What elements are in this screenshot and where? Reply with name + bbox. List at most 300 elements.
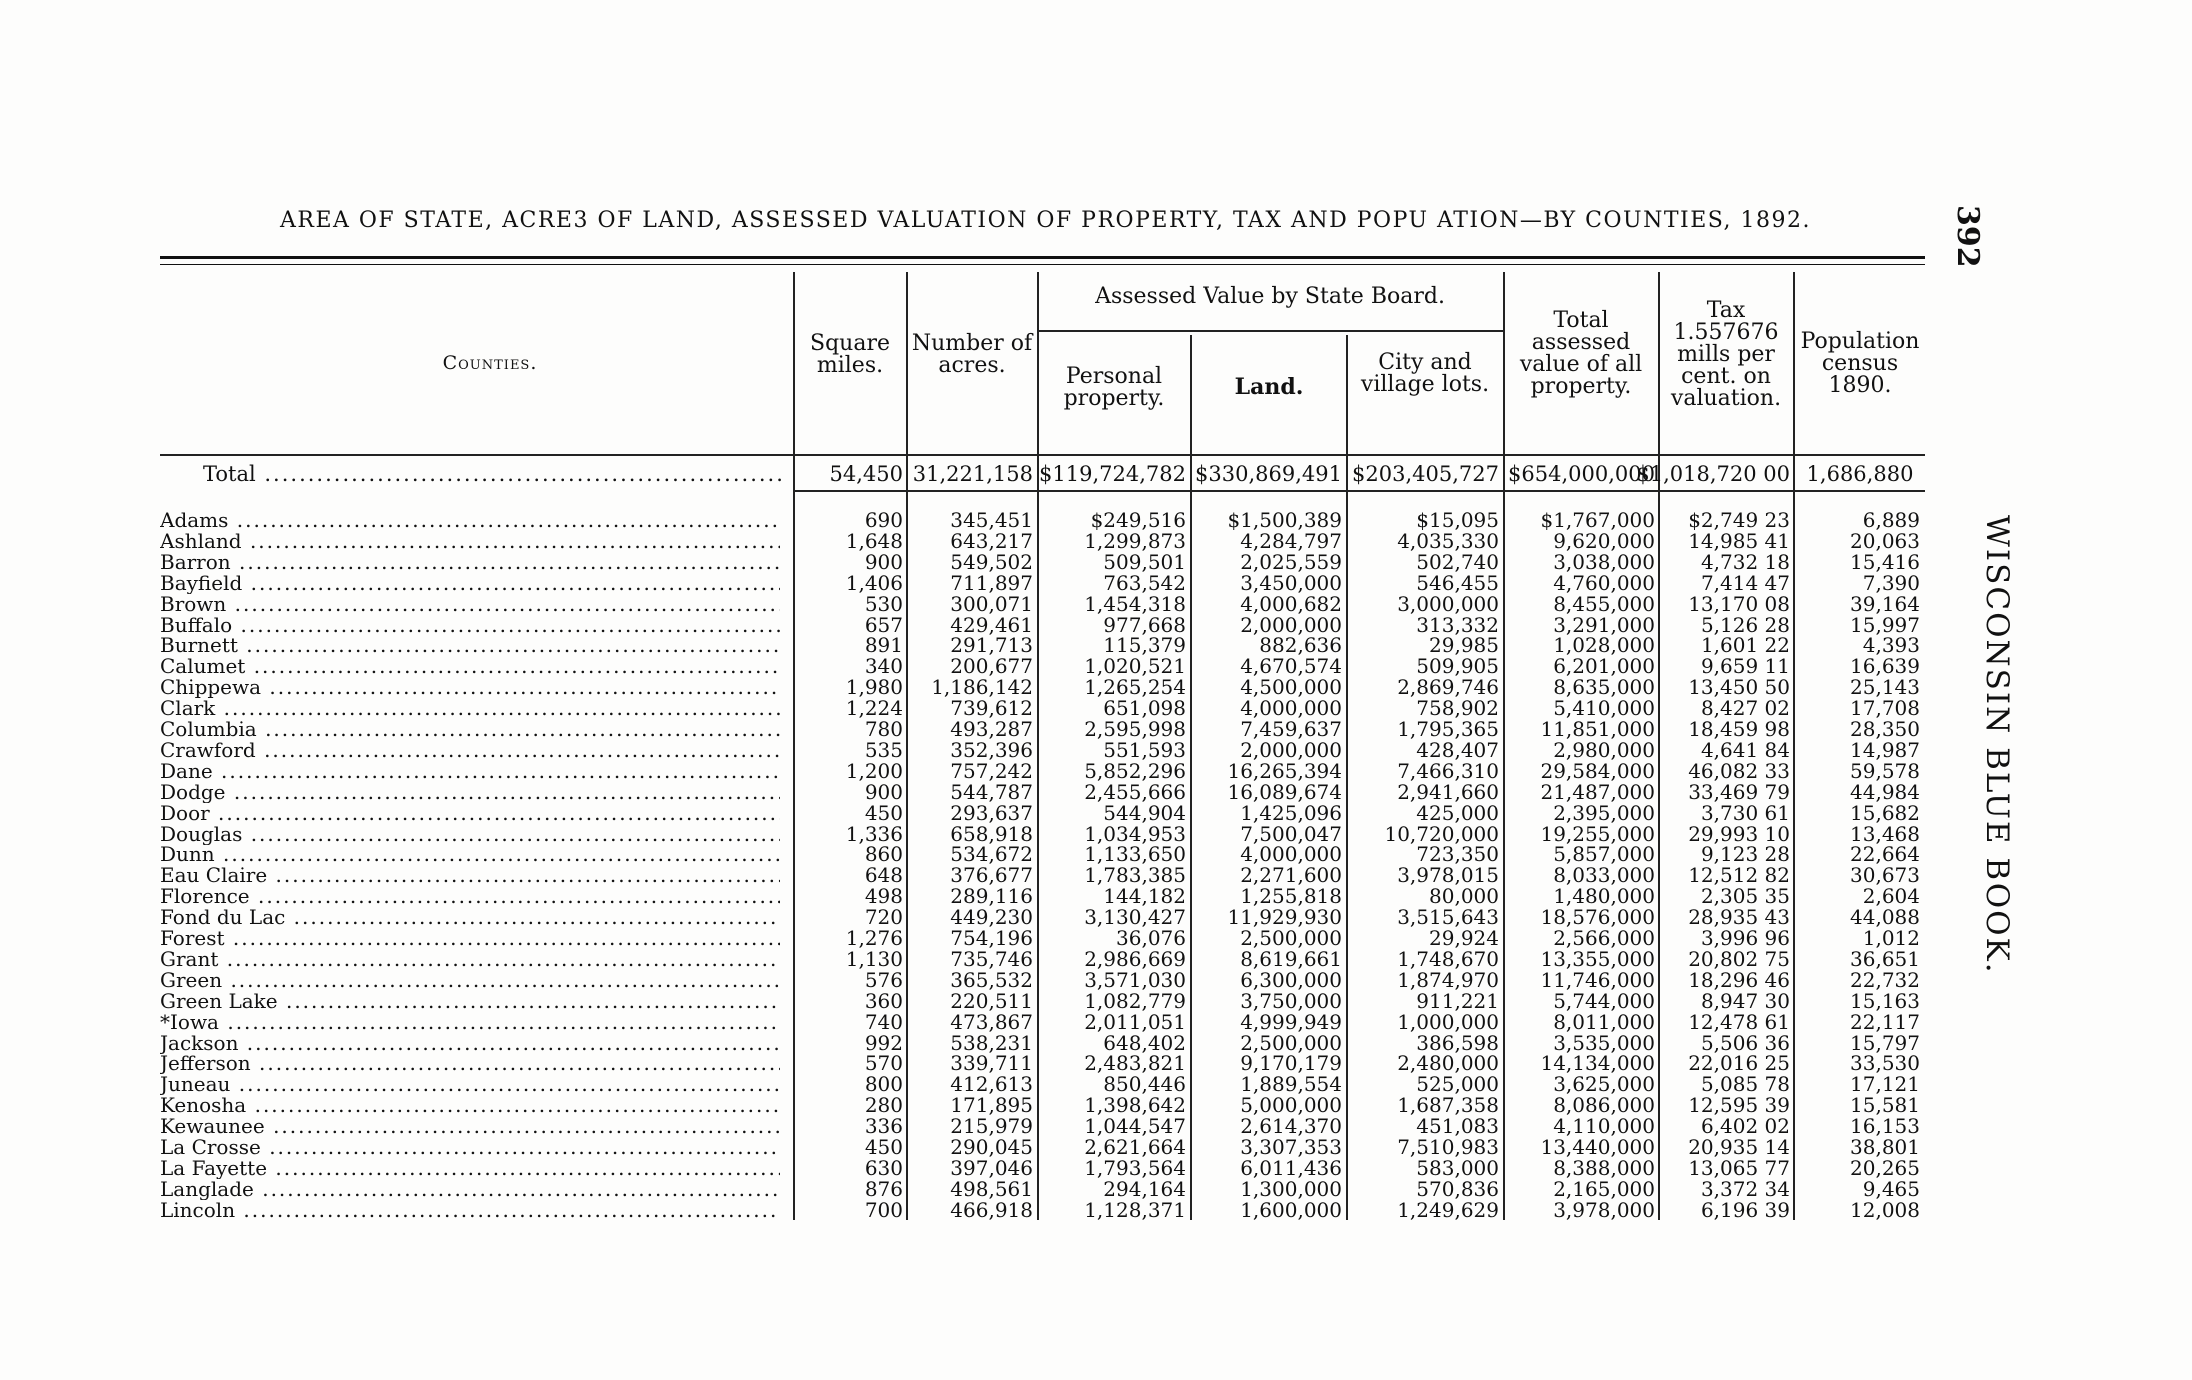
cell-personal: 2,621,664 xyxy=(1084,1135,1186,1159)
row-name: Kenosha ..... xyxy=(160,1095,780,1116)
row-name: Barron ..... xyxy=(160,552,780,573)
cell-total: 2,165,000 xyxy=(1553,1176,1655,1201)
cell-city: 3,515,643 xyxy=(1397,905,1499,930)
row-name: Dodge ..... xyxy=(160,782,780,803)
cell-acres: 643,217 xyxy=(950,528,1033,553)
cell-total: 19,255,000 xyxy=(1540,821,1655,846)
cell-population: 15,163 xyxy=(1850,988,1920,1013)
cell-acres: 345,451 xyxy=(950,508,1033,532)
cell-total: 11,851,000 xyxy=(1540,717,1655,741)
cell-city: 525,000 xyxy=(1416,1072,1499,1097)
cell-square-miles: 1,276 xyxy=(845,926,903,950)
table-row xyxy=(160,907,1925,928)
cell-population: 15,682 xyxy=(1850,800,1920,825)
cell-population: 22,117 xyxy=(1850,1009,1920,1034)
row-name: Adams ..... xyxy=(160,510,780,531)
cell-land: 6,011,436 xyxy=(1240,1155,1342,1180)
cell-population: 9,465 xyxy=(1862,1176,1920,1201)
cell-acres: 31,221,158 xyxy=(912,462,1033,486)
cell-land: 1,255,818 xyxy=(1240,884,1342,909)
cell-square-miles: 1,130 xyxy=(845,946,903,971)
cell-population: 20,063 xyxy=(1850,528,1920,553)
row-name: Ashland ..... xyxy=(160,531,780,552)
cell-land: 5,000,000 xyxy=(1240,1093,1342,1118)
cell-tax: 13,450 50 xyxy=(1688,675,1790,700)
cell-city: 1,748,670 xyxy=(1397,946,1499,971)
cell-acres: 220,511 xyxy=(950,988,1033,1013)
row-name: Buffalo ..... xyxy=(160,615,780,636)
cell-personal: 1,020,521 xyxy=(1084,654,1186,679)
cell-tax: 22,016 25 xyxy=(1688,1051,1790,1076)
cell-city: 570,836 xyxy=(1416,1176,1499,1201)
cell-total: 3,038,000 xyxy=(1553,549,1655,574)
cell-total: 1,028,000 xyxy=(1553,633,1655,658)
cell-population: 22,732 xyxy=(1850,967,1920,992)
table-row xyxy=(160,719,1925,740)
cell-total: 5,744,000 xyxy=(1553,988,1655,1013)
cell-land: 4,999,949 xyxy=(1240,1009,1342,1034)
row-name: Langlade ..... xyxy=(160,1179,780,1200)
cell-land: 6,300,000 xyxy=(1240,967,1342,992)
table-row xyxy=(160,528,1925,553)
cell-population: 4,393 xyxy=(1862,633,1920,658)
table-row xyxy=(160,549,1925,574)
cell-land: 7,459,637 xyxy=(1240,717,1342,741)
row-name: Burnett ..... xyxy=(160,635,780,656)
cell-personal: 1,398,642 xyxy=(1084,1093,1186,1118)
cell-total: 8,455,000 xyxy=(1553,591,1655,616)
cell-square-miles: 720 xyxy=(864,905,903,930)
cell-land: 2,000,000 xyxy=(1240,737,1342,762)
cell-acres: 658,918 xyxy=(950,821,1033,846)
cell-tax: 6,402 02 xyxy=(1700,1114,1790,1139)
cell-square-miles: 648 xyxy=(864,863,903,888)
cell-acres: 397,046 xyxy=(950,1155,1033,1180)
cell-acres: 300,071 xyxy=(950,591,1033,616)
cell-population: 22,664 xyxy=(1850,842,1920,867)
header-rule xyxy=(160,454,1925,456)
cell-population: 16,639 xyxy=(1850,654,1920,679)
row-name: Lincoln ..... xyxy=(160,1200,780,1221)
cell-population: 14,987 xyxy=(1850,737,1920,762)
row-name: Crawford ..... xyxy=(160,740,780,761)
table-row xyxy=(160,800,1925,825)
cell-city: 502,740 xyxy=(1416,549,1499,574)
cell-acres: 293,637 xyxy=(950,800,1033,825)
cell-tax: 46,082 33 xyxy=(1688,758,1790,783)
cell-total: 9,620,000 xyxy=(1553,528,1655,553)
cell-square-miles: 690 xyxy=(864,508,903,532)
cell-city: 509,905 xyxy=(1416,654,1499,679)
cell-population: 44,088 xyxy=(1850,905,1920,930)
cell-square-miles: 1,200 xyxy=(845,758,903,783)
cell-acres: 711,897 xyxy=(950,570,1033,595)
table-row xyxy=(160,737,1925,762)
row-name: Green ..... xyxy=(160,970,780,991)
cell-city: 2,941,660 xyxy=(1397,779,1499,804)
cell-square-miles: 800 xyxy=(864,1072,903,1097)
row-name: Bayfield ..... xyxy=(160,573,780,594)
table-row xyxy=(160,886,1925,907)
cell-personal: 294,164 xyxy=(1103,1176,1186,1201)
cell-acres: 339,711 xyxy=(950,1051,1033,1076)
cell-city: 2,869,746 xyxy=(1397,675,1499,700)
cell-total: 8,635,000 xyxy=(1553,675,1655,700)
cell-tax: 20,935 14 xyxy=(1688,1135,1790,1159)
cell-acres: 493,287 xyxy=(950,717,1033,741)
table-row xyxy=(160,946,1925,971)
cell-total: 2,980,000 xyxy=(1553,737,1655,762)
cell-city: 758,902 xyxy=(1416,696,1499,721)
table-row xyxy=(160,1155,1925,1180)
cell-personal: 1,128,371 xyxy=(1084,1197,1186,1222)
cell-population: 44,984 xyxy=(1850,779,1920,804)
cell-personal: 1,082,779 xyxy=(1084,988,1186,1013)
cell-square-miles: 1,980 xyxy=(845,675,903,700)
cell-land: 4,000,682 xyxy=(1240,591,1342,616)
cell-city: 1,249,629 xyxy=(1397,1197,1499,1222)
cell-population: 33,530 xyxy=(1850,1051,1920,1076)
cell-personal: 544,904 xyxy=(1103,800,1186,825)
cell-acres: 498,561 xyxy=(950,1176,1033,1201)
cell-population: 15,797 xyxy=(1850,1030,1920,1055)
cell-acres: 429,461 xyxy=(950,612,1033,637)
cell-city: 723,350 xyxy=(1416,842,1499,867)
cell-square-miles: 780 xyxy=(864,717,903,741)
cell-land: 1,600,000 xyxy=(1240,1197,1342,1222)
cell-land: 882,636 xyxy=(1259,633,1342,658)
cell-land: 2,025,559 xyxy=(1240,549,1342,574)
cell-personal: 1,299,873 xyxy=(1084,528,1186,553)
cell-total: 14,134,000 xyxy=(1540,1051,1655,1076)
table-row xyxy=(160,677,1925,698)
row-name: Total ..... xyxy=(203,464,783,485)
cell-tax: 14,985 41 xyxy=(1688,528,1790,553)
row-name: Eau Claire ..... xyxy=(160,865,780,886)
cell-square-miles: 891 xyxy=(864,633,903,658)
cell-square-miles: 450 xyxy=(864,800,903,825)
cell-tax: 9,123 28 xyxy=(1700,842,1790,867)
cell-acres: 754,196 xyxy=(950,926,1033,950)
table-row xyxy=(160,1095,1925,1116)
cell-land: $1,500,389 xyxy=(1227,508,1342,532)
row-name: Dane ..... xyxy=(160,761,780,782)
header-assessed-group: Assessed Value by State Board. xyxy=(1095,284,1445,309)
cell-land: 4,000,000 xyxy=(1240,696,1342,721)
header-land: Land. xyxy=(1234,374,1304,400)
cell-personal: 850,446 xyxy=(1103,1072,1186,1097)
cell-total: 5,857,000 xyxy=(1553,842,1655,867)
cell-personal: 2,455,666 xyxy=(1084,779,1186,804)
cell-population: 17,708 xyxy=(1850,696,1920,721)
row-name: Door ..... xyxy=(160,803,780,824)
cell-population: 28,350 xyxy=(1850,717,1920,741)
cell-city: 583,000 xyxy=(1416,1155,1499,1180)
cell-personal: $119,724,782 xyxy=(1039,462,1186,486)
cell-total: 21,487,000 xyxy=(1540,779,1655,804)
cell-population: 13,468 xyxy=(1850,821,1920,846)
cell-population: 2,604 xyxy=(1862,884,1920,909)
top-rule-thin xyxy=(160,264,1925,265)
cell-city: 428,407 xyxy=(1416,737,1499,762)
row-name: Brown ..... xyxy=(160,594,780,615)
table-row xyxy=(160,698,1925,719)
cell-personal: 1,034,953 xyxy=(1084,821,1186,846)
cell-population: 20,265 xyxy=(1850,1155,1920,1180)
cell-tax: 18,296 46 xyxy=(1688,967,1790,992)
header-counties: Counties. xyxy=(442,352,538,374)
cell-total: 13,355,000 xyxy=(1540,946,1655,971)
row-name: Green Lake ..... xyxy=(160,991,780,1012)
cell-personal: 509,501 xyxy=(1103,549,1186,574)
table-row xyxy=(160,612,1925,637)
cell-square-miles: 992 xyxy=(864,1030,903,1055)
cell-personal: 648,402 xyxy=(1103,1030,1186,1055)
cell-population: 15,416 xyxy=(1850,549,1920,574)
group-rule xyxy=(1037,330,1503,332)
table-row xyxy=(160,1176,1925,1201)
cell-city: 3,000,000 xyxy=(1397,591,1499,616)
cell-total: 3,291,000 xyxy=(1553,612,1655,637)
cell-land: 3,307,353 xyxy=(1240,1135,1342,1159)
cell-square-miles: 700 xyxy=(864,1197,903,1222)
cell-city: 3,978,015 xyxy=(1397,863,1499,888)
cell-tax: 9,659 11 xyxy=(1700,654,1790,679)
cell-square-miles: 630 xyxy=(864,1155,903,1180)
cell-land: 1,425,096 xyxy=(1240,800,1342,825)
cell-tax: 28,935 43 xyxy=(1688,905,1790,930)
cell-land: 4,000,000 xyxy=(1240,842,1342,867)
cell-total: 3,978,000 xyxy=(1553,1197,1655,1222)
table-row xyxy=(160,865,1925,886)
cell-city: 425,000 xyxy=(1416,800,1499,825)
cell-square-miles: 900 xyxy=(864,779,903,804)
cell-population: 7,390 xyxy=(1862,570,1920,595)
cell-total: $654,000,000 xyxy=(1508,462,1655,486)
table-row xyxy=(160,821,1925,846)
cell-land: 4,500,000 xyxy=(1240,675,1342,700)
cell-square-miles: 1,648 xyxy=(845,528,903,553)
cell-acres: 534,672 xyxy=(950,842,1033,867)
cell-square-miles: 740 xyxy=(864,1009,903,1034)
cell-tax: 20,802 75 xyxy=(1688,946,1790,971)
row-name: La Crosse ..... xyxy=(160,1137,780,1158)
cell-land: 2,271,600 xyxy=(1240,863,1342,888)
cell-population: 15,997 xyxy=(1850,612,1920,637)
table-row xyxy=(160,779,1925,804)
running-head: WISCONSIN BLUE BOOK. xyxy=(1979,515,2015,975)
cell-acres: 473,867 xyxy=(950,1009,1033,1034)
cell-population: 12,008 xyxy=(1850,1197,1920,1222)
cell-square-miles: 535 xyxy=(864,737,903,762)
cell-personal: 1,783,385 xyxy=(1084,863,1186,888)
row-name: Forest ..... xyxy=(160,928,780,949)
header-total-assessed: Total assessed value of all property. xyxy=(1519,308,1643,399)
table-row-total xyxy=(160,464,1925,485)
cell-square-miles: 336 xyxy=(864,1114,903,1139)
cell-population: 25,143 xyxy=(1850,675,1920,700)
cell-square-miles: 900 xyxy=(864,549,903,574)
cell-total: 2,566,000 xyxy=(1553,926,1655,950)
row-name: Chippewa ..... xyxy=(160,677,780,698)
cell-land: 11,929,930 xyxy=(1227,905,1342,930)
cell-acres: 289,116 xyxy=(950,884,1033,909)
cell-city: 10,720,000 xyxy=(1384,821,1499,846)
header-city: City and village lots. xyxy=(1360,350,1490,397)
cell-acres: 365,532 xyxy=(950,967,1033,992)
cell-total: 2,395,000 xyxy=(1553,800,1655,825)
cell-total: 4,110,000 xyxy=(1553,1114,1655,1139)
cell-city: 7,466,310 xyxy=(1397,758,1499,783)
cell-land: 4,284,797 xyxy=(1240,528,1342,553)
cell-personal: 3,571,030 xyxy=(1084,967,1186,992)
cell-acres: 466,918 xyxy=(950,1197,1033,1222)
cell-city: 4,035,330 xyxy=(1397,528,1499,553)
cell-land: 1,300,000 xyxy=(1240,1176,1342,1201)
table-row xyxy=(160,1053,1925,1074)
cell-city: $15,095 xyxy=(1416,508,1499,532)
cell-total: 29,584,000 xyxy=(1540,758,1655,783)
table-row xyxy=(160,510,1925,531)
row-name: Kewaunee ..... xyxy=(160,1116,780,1137)
cell-personal: 1,793,564 xyxy=(1084,1155,1186,1180)
cell-city: 80,000 xyxy=(1429,884,1499,909)
cell-personal: 144,182 xyxy=(1103,884,1186,909)
cell-land: 3,750,000 xyxy=(1240,988,1342,1013)
cell-total: 4,760,000 xyxy=(1553,570,1655,595)
cell-acres: 757,242 xyxy=(950,758,1033,783)
cell-tax: 13,170 08 xyxy=(1688,591,1790,616)
table-row xyxy=(160,635,1925,656)
cell-land: 2,500,000 xyxy=(1240,926,1342,950)
table-row xyxy=(160,1197,1925,1222)
cell-personal: 551,593 xyxy=(1103,737,1186,762)
cell-square-miles: 876 xyxy=(864,1176,903,1201)
cell-population: 15,581 xyxy=(1850,1093,1920,1118)
cell-tax: 18,459 98 xyxy=(1688,717,1790,741)
table-row xyxy=(160,591,1925,616)
cell-personal: 5,852,296 xyxy=(1084,758,1186,783)
cell-city: 2,480,000 xyxy=(1397,1051,1499,1076)
cell-tax: 5,506 36 xyxy=(1700,1030,1790,1055)
cell-total: 13,440,000 xyxy=(1540,1135,1655,1159)
cell-total: 6,201,000 xyxy=(1553,654,1655,679)
table-row xyxy=(160,988,1925,1013)
total-rule xyxy=(793,490,1925,492)
cell-population: 39,164 xyxy=(1850,591,1920,616)
row-name: Calumet ..... xyxy=(160,656,780,677)
cell-city: 7,510,983 xyxy=(1397,1135,1499,1159)
cell-population: 1,686,880 xyxy=(1806,462,1914,486)
cell-personal: 1,133,650 xyxy=(1084,842,1186,867)
cell-tax: 5,126 28 xyxy=(1700,612,1790,637)
cell-population: 59,578 xyxy=(1850,758,1920,783)
table-row xyxy=(160,1116,1925,1137)
table-row xyxy=(160,656,1925,677)
cell-personal: 977,668 xyxy=(1103,612,1186,637)
row-name: Grant ..... xyxy=(160,949,780,970)
row-name: Fond du Lac ..... xyxy=(160,907,780,928)
cell-city: 29,985 xyxy=(1429,633,1499,658)
cell-personal: 2,483,821 xyxy=(1084,1051,1186,1076)
table-row xyxy=(160,967,1925,992)
cell-personal: 2,011,051 xyxy=(1084,1009,1186,1034)
header-personal: Personal property. xyxy=(1063,364,1165,411)
cell-population: 38,801 xyxy=(1850,1135,1920,1159)
cell-land: 16,089,674 xyxy=(1227,779,1342,804)
cell-tax: 29,993 10 xyxy=(1688,821,1790,846)
cell-total: 8,011,000 xyxy=(1553,1009,1655,1034)
cell-tax: $2,749 23 xyxy=(1688,508,1790,532)
cell-city: 546,455 xyxy=(1416,570,1499,595)
cell-total: 8,033,000 xyxy=(1553,863,1655,888)
cell-square-miles: 340 xyxy=(864,654,903,679)
row-name: Florence ..... xyxy=(160,886,780,907)
cell-tax: 13,065 77 xyxy=(1688,1155,1790,1180)
cell-city: 451,083 xyxy=(1416,1114,1499,1139)
table-row xyxy=(160,928,1925,949)
cell-land: 2,000,000 xyxy=(1240,612,1342,637)
cell-total: $1,767,000 xyxy=(1540,508,1655,532)
cell-tax: 8,427 02 xyxy=(1700,696,1790,721)
cell-total: 5,410,000 xyxy=(1553,696,1655,721)
cell-population: 1,012 xyxy=(1862,926,1920,950)
cell-personal: 651,098 xyxy=(1103,696,1186,721)
cell-square-miles: 280 xyxy=(864,1093,903,1118)
cell-land: 2,500,000 xyxy=(1240,1030,1342,1055)
cell-city: 1,000,000 xyxy=(1397,1009,1499,1034)
cell-square-miles: 657 xyxy=(864,612,903,637)
cell-personal: 1,044,547 xyxy=(1084,1114,1186,1139)
cell-tax: 3,730 61 xyxy=(1700,800,1790,825)
cell-square-miles: 1,406 xyxy=(845,570,903,595)
header-population: Population census 1890. xyxy=(1800,329,1920,398)
cell-tax: 3,372 34 xyxy=(1700,1176,1790,1201)
cell-personal: 2,595,998 xyxy=(1084,717,1186,741)
table-row xyxy=(160,844,1925,865)
cell-square-miles: 360 xyxy=(864,988,903,1013)
cell-total: 1,480,000 xyxy=(1553,884,1655,909)
page-number: 392 xyxy=(1950,205,1985,268)
row-name: Columbia ..... xyxy=(160,719,780,740)
cell-acres: 215,979 xyxy=(950,1114,1033,1139)
row-name: Jackson ..... xyxy=(160,1033,780,1054)
cell-square-miles: 576 xyxy=(864,967,903,992)
cell-population: 17,121 xyxy=(1850,1072,1920,1097)
cell-square-miles: 1,336 xyxy=(845,821,903,846)
cell-tax: 6,196 39 xyxy=(1700,1197,1790,1222)
header-tax: Tax 1.557676 mills per cent. on valuation. xyxy=(1670,298,1782,411)
cell-acres: 352,396 xyxy=(950,737,1033,762)
cell-acres: 1,186,142 xyxy=(931,675,1033,700)
cell-personal: 1,454,318 xyxy=(1084,591,1186,616)
cell-tax: 12,512 82 xyxy=(1688,863,1790,888)
cell-land: 8,619,661 xyxy=(1240,946,1342,971)
cell-total: 18,576,000 xyxy=(1540,905,1655,930)
row-name: Clark ..... xyxy=(160,698,780,719)
cell-acres: 200,677 xyxy=(950,654,1033,679)
row-name: Juneau ..... xyxy=(160,1074,780,1095)
cell-personal: 1,265,254 xyxy=(1084,675,1186,700)
cell-square-miles: 530 xyxy=(864,591,903,616)
cell-personal: 3,130,427 xyxy=(1084,905,1186,930)
table-row xyxy=(160,1137,1925,1158)
cell-city: 1,795,365 xyxy=(1397,717,1499,741)
cell-personal: $249,516 xyxy=(1090,508,1186,532)
cell-square-miles: 498 xyxy=(864,884,903,909)
cell-total: 3,625,000 xyxy=(1553,1072,1655,1097)
cell-tax: 2,305 35 xyxy=(1700,884,1790,909)
